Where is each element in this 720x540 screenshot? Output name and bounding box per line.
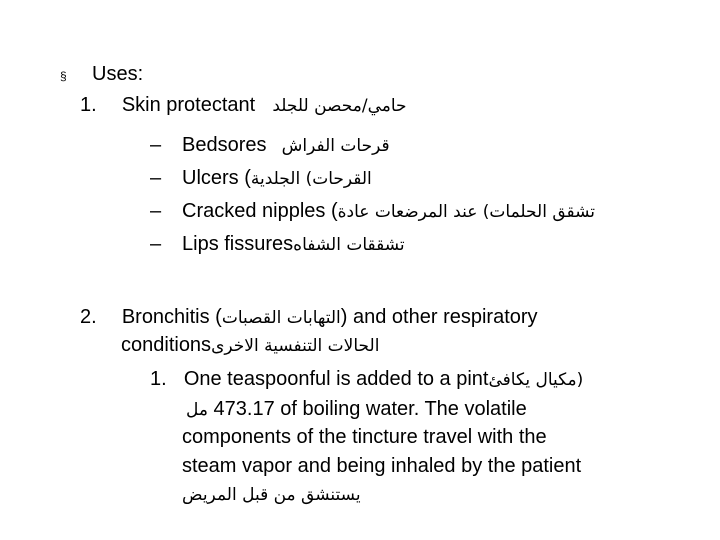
sub-item-line2 (186, 397, 527, 421)
item1-arabic: حامي/محصن للجلد (272, 96, 407, 116)
item2-conditions-arabic: الحالات التنفسية الاخرى (211, 336, 380, 356)
subitem-bedsores-text: Bedsores (182, 134, 267, 156)
item2-line2 (121, 333, 379, 357)
item1-text: Skin protectant (121, 94, 256, 116)
item2-text-end: ) and other respiratory (340, 306, 538, 328)
subitem-bedsores (150, 133, 390, 157)
sub-item-line3: components of the tincture travel with the (182, 426, 547, 448)
subitem-cracked-nipples (150, 199, 595, 223)
item2-number: 2. (80, 306, 97, 328)
dash-2: – (150, 167, 162, 189)
item2-conditions: conditions (121, 334, 212, 356)
sub-item-line2-text: 473.17 of boiling water. The volatile (213, 398, 527, 420)
subitem-ulcers (150, 166, 372, 190)
bullet-marker: § (60, 69, 67, 83)
subitem-lips-fissures-arabic: تشققات الشفاه (293, 235, 405, 255)
uses-heading: Uses: (92, 63, 144, 85)
sub-item-line5 (182, 482, 361, 506)
sub-item-line1-arabic: (مكيال يكافئ (488, 370, 584, 390)
item1-number: 1. (80, 94, 97, 116)
item2-text-start: Bronchitis ( (121, 306, 222, 328)
sub-item-line1-text: One teaspoonful is added to a pint (183, 368, 489, 390)
subitem-cracked-nipples-arabic: تشقق الحلمات) عند المرضعات عادة (337, 202, 595, 222)
subitem-cracked-nipples-text: Cracked nipples ( (182, 200, 338, 222)
subitem-ulcers-arabic: القرحات) الجلدية (250, 169, 372, 189)
subitem-lips-fissures (150, 232, 405, 256)
dash-3: – (150, 200, 162, 222)
sub-item-line2-arabic: مل (186, 400, 208, 420)
sub-item-line5-arabic: يستنشق من قبل المريض (182, 485, 361, 505)
sub-item-line1 (150, 367, 583, 391)
item2-arabic-inline: التهابات القصبات (221, 308, 341, 328)
subitem-ulcers-text: Ulcers ( (182, 167, 251, 189)
dash-1: – (150, 134, 162, 156)
dash-4: – (150, 233, 162, 255)
subitem-bedsores-arabic: قرحات الفراش (281, 136, 390, 156)
sub-item-line4: steam vapor and being inhaled by the patient (182, 455, 582, 477)
subitem-lips-fissures-text: Lips fissures (182, 233, 294, 255)
item2-line (80, 305, 538, 329)
item1-line (80, 93, 407, 117)
sub-item-number: 1. (150, 368, 167, 390)
